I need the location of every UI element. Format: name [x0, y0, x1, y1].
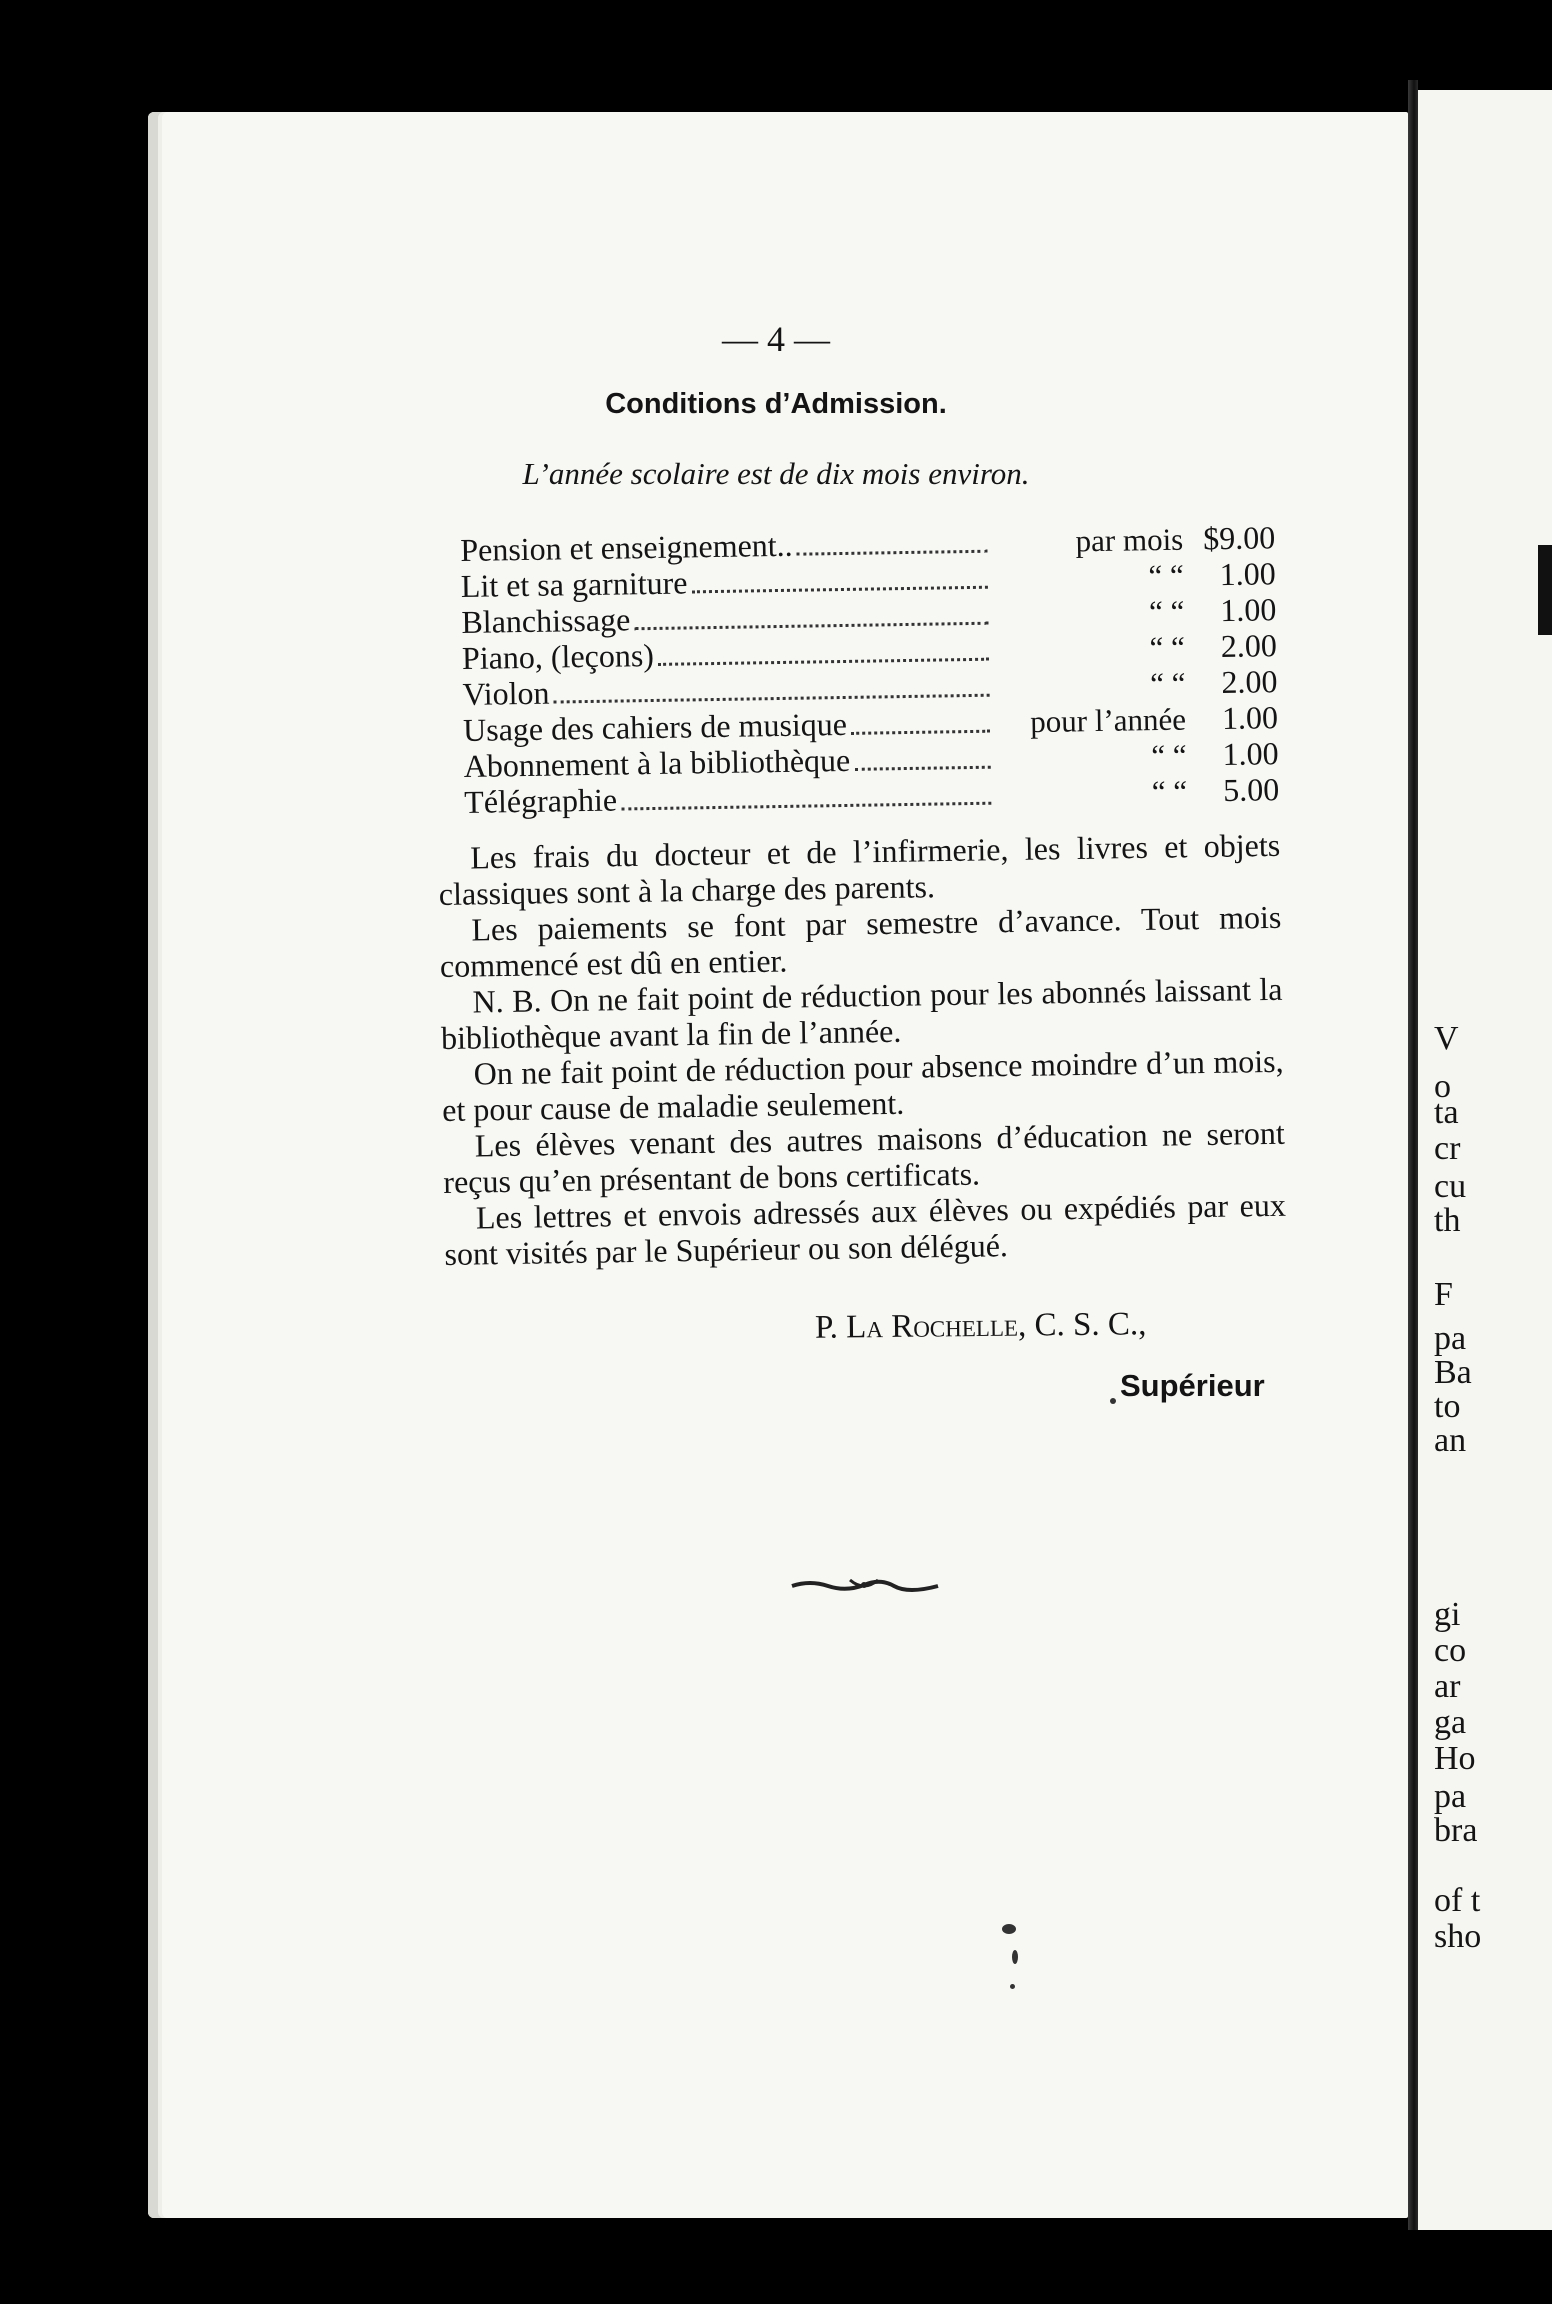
- fee-amount: 1.00: [1221, 699, 1279, 737]
- fee-table: [460, 519, 1279, 820]
- facing-fragment: bra: [1434, 1812, 1478, 1849]
- fee-period: “ “: [1148, 593, 1185, 630]
- fee-label: Blanchissage: [461, 601, 631, 640]
- facing-fragment: pa: [1434, 1778, 1467, 1815]
- fee-period: “ “: [1151, 773, 1188, 810]
- dot-leader: [692, 586, 988, 594]
- facing-fragment: to: [1434, 1388, 1461, 1425]
- ornament-divider: [790, 1576, 940, 1594]
- dot-leader: [797, 550, 988, 556]
- fee-amount: 1.00: [1220, 591, 1277, 629]
- signature: P. La Rochelle, C. S. C.,: [814, 1306, 1147, 1346]
- facing-fragment: co: [1434, 1632, 1467, 1669]
- paragraph: Les lettres et envois adressés aux élèves ou expédiés par eux sont visités par le Supérieur ou son délégué.: [444, 1186, 1287, 1272]
- paragraph: Les paiements se font par semestre d’avance. Tout mois commencé est dû en entier.: [439, 898, 1282, 984]
- page-number: — 4 —: [722, 319, 830, 359]
- facing-fragment: V: [1434, 1020, 1459, 1057]
- paragraph: Les frais du docteur et de l’infirmerie, les livres et objets classiques sont à la charge des parents.: [438, 826, 1281, 912]
- page-subtitle: L’année scolaire est de dix mois environ.: [522, 456, 1030, 491]
- facing-fragment: F: [1434, 1276, 1453, 1313]
- fee-label: Lit et sa garniture: [460, 564, 688, 604]
- fee-period: “ “: [1148, 557, 1185, 594]
- facing-fragment: Ba: [1434, 1354, 1472, 1391]
- facing-fragment: Ho: [1434, 1740, 1476, 1777]
- facing-fragment: ar: [1434, 1668, 1461, 1705]
- dot-leader: [554, 694, 990, 704]
- facing-fragment: cu: [1434, 1168, 1467, 1205]
- fee-label: Abonnement à la bibliothèque: [463, 741, 851, 784]
- ink-speck: [1012, 1950, 1018, 1964]
- paragraph: N. B. On ne fait point de réduction pour les abonnés laissant la bibliothèque avant la fin de l’année.: [440, 970, 1283, 1056]
- dot-leader: [658, 658, 989, 666]
- facing-fragment: ta: [1434, 1094, 1459, 1131]
- facing-fragment: an: [1434, 1422, 1467, 1459]
- dot-leader: [851, 730, 990, 735]
- fee-amount: 5.00: [1222, 771, 1280, 809]
- fee-amount: $9.00: [1202, 519, 1276, 557]
- facing-page-mark: [1538, 545, 1552, 635]
- dot-leader: [621, 802, 991, 811]
- fee-period: “ “: [1149, 629, 1186, 666]
- fee-label: Pension et enseignement..: [460, 526, 793, 568]
- fee-label: Piano, (leçons): [461, 636, 655, 676]
- fee-label: Télégraphie: [463, 781, 618, 820]
- facing-fragment: gi: [1434, 1596, 1461, 1633]
- conditions-text: [438, 827, 1287, 1272]
- ink-speck: [1002, 1924, 1016, 1934]
- fee-label: Usage des cahiers de musique: [462, 705, 848, 748]
- fee-period: “ “: [1151, 737, 1187, 774]
- ink-speck: [1010, 1984, 1015, 1989]
- fee-period: “ “: [1149, 665, 1186, 702]
- fee-period: pour l’année: [1029, 701, 1187, 740]
- facing-fragment: cr: [1434, 1130, 1461, 1167]
- fee-label: Violon: [462, 674, 550, 712]
- page-title: Conditions d’Admission.: [605, 388, 947, 420]
- dot-leader: [854, 766, 990, 771]
- fee-period: par mois: [1075, 521, 1184, 559]
- dot-leader: [634, 622, 988, 631]
- paragraph: Les élèves venant des autres maisons d’éducation ne seront reçus qu’en présentant de bons certificats.: [443, 1114, 1285, 1200]
- fee-amount: 1.00: [1219, 555, 1277, 593]
- facing-fragment: pa: [1434, 1320, 1467, 1357]
- paragraph: On ne fait point de réduction pour absence moindre d’un mois, et pour cause de maladie seulement.: [441, 1042, 1284, 1128]
- facing-fragment: of t: [1434, 1882, 1481, 1919]
- fee-amount: 2.00: [1221, 663, 1278, 701]
- fee-amount: 2.00: [1220, 627, 1278, 665]
- facing-fragment: th: [1434, 1202, 1461, 1239]
- facing-fragment: o: [1434, 1068, 1451, 1105]
- ink-speck: [1110, 1398, 1116, 1404]
- facing-fragment: sho: [1434, 1918, 1482, 1955]
- fee-amount: 1.00: [1222, 735, 1279, 773]
- facing-fragment: ga: [1434, 1704, 1467, 1741]
- signatory-role: Supérieur: [1120, 1368, 1265, 1403]
